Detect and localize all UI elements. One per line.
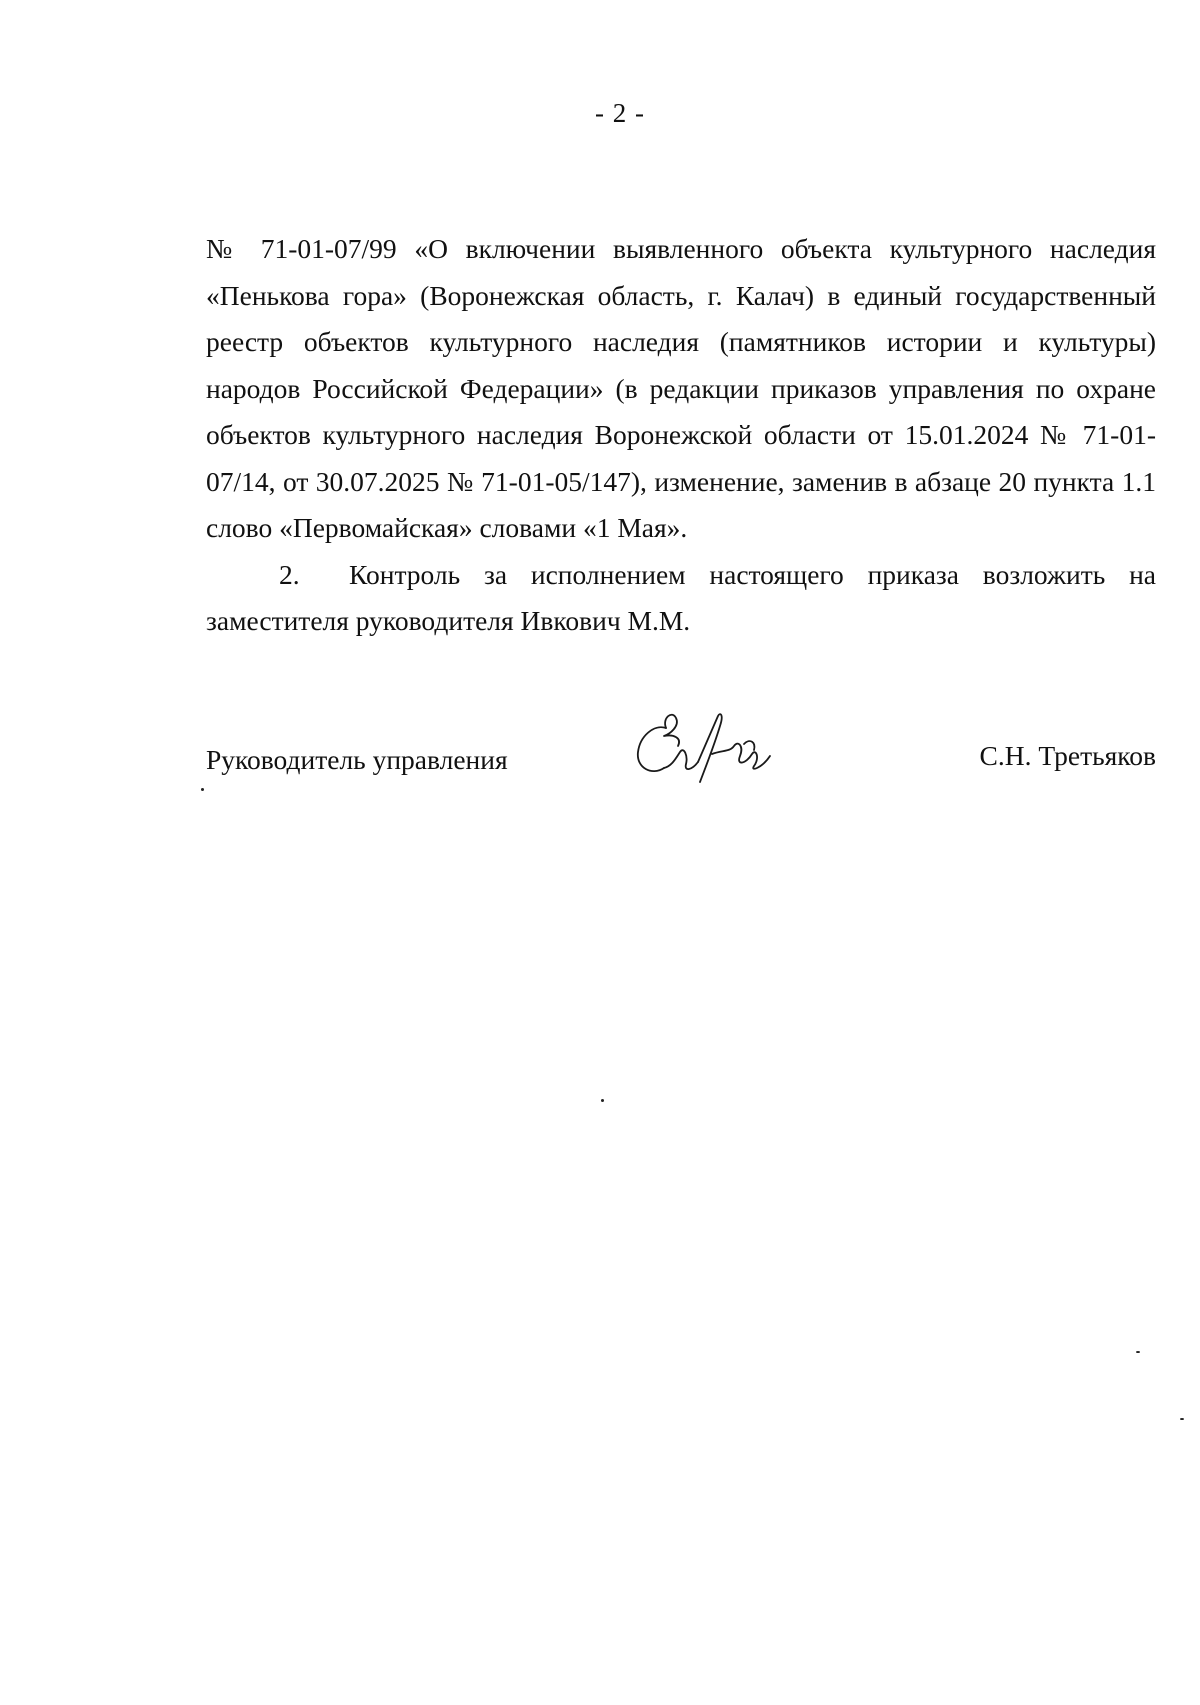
handwritten-signature [626,706,796,786]
scan-speck [1180,1418,1184,1420]
signature-block [206,720,1156,810]
paragraph-item-2 [206,552,1156,645]
signatory-position: Руководитель управления [206,744,508,775]
signatory-name: С.Н. Третьяков [979,740,1156,771]
scan-speck [601,1099,604,1102]
document-body [206,226,1156,645]
item-text: Контроль за исполнением настоящего приказа возложить на заместителя руководителя Ивкович М.М. [206,558,1156,636]
page-number: - 2 - [595,98,645,128]
paragraph-continuation: № 71-01-07/99 «О включении выявленного объекта культурного наследия «Пенькова гора» (Воронежская область, г. Калач) в единый государственный реестр объектов культурного наследия (памятников истории и культуры) народов Российской Федерации» (в редакции приказов управления по охране объектов культурного наследия Воронежской области от 15.01.2024 № 71-01-07/14, от 30.07.2025 № 71-01-05/147), изменение, заменив в абзаце 20 пункта 1.1 слово «Первомайская» словами «1 Мая». [206,233,1156,543]
item-number: 2. [279,558,300,590]
scan-speck [201,788,204,791]
scan-speck [1136,1351,1140,1353]
